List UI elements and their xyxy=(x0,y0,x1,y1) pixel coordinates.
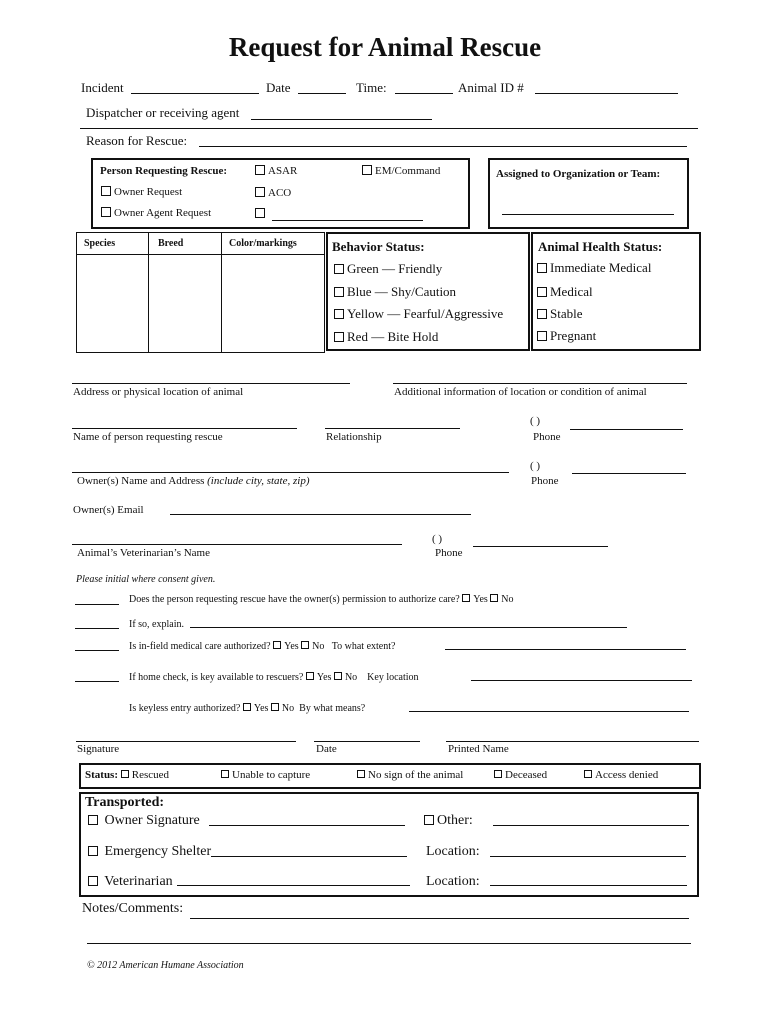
option-label: EM/Command xyxy=(375,165,441,177)
date-field[interactable] xyxy=(298,93,346,94)
owner-email-field[interactable] xyxy=(170,514,471,515)
area-code-parens: ( ) xyxy=(530,415,541,427)
status-label-text: Status: xyxy=(85,769,119,781)
checkbox-yes[interactable] xyxy=(243,703,251,711)
checkbox[interactable] xyxy=(121,770,129,778)
requester-name-field[interactable] xyxy=(72,428,297,429)
owner-email-label: Owner(s) Email xyxy=(73,504,144,516)
yes-label: Yes xyxy=(253,703,269,714)
option-aco[interactable] xyxy=(255,187,291,199)
incident-field[interactable] xyxy=(131,93,259,94)
health-immediate[interactable] xyxy=(537,260,651,276)
health-medical[interactable] xyxy=(537,284,593,300)
other-requester-field[interactable] xyxy=(272,220,423,221)
date-label: Date xyxy=(266,80,291,95)
owner-signature-field[interactable] xyxy=(209,825,405,826)
checkbox[interactable] xyxy=(101,207,111,217)
checkbox-no[interactable] xyxy=(271,703,279,711)
status-label xyxy=(85,769,169,781)
behavior-blue[interactable] xyxy=(334,284,456,300)
option-owner-agent[interactable] xyxy=(101,207,211,219)
vet-location-field[interactable] xyxy=(490,885,687,886)
checkbox[interactable] xyxy=(88,876,98,886)
option-owner-request[interactable] xyxy=(101,186,182,198)
animal-id-label: Animal ID # xyxy=(458,80,524,95)
assigned-label: Assigned to Organization or Team: xyxy=(496,168,661,180)
option-label: ACO xyxy=(268,187,292,199)
initial-field-1[interactable] xyxy=(75,604,119,605)
assigned-field[interactable] xyxy=(502,214,674,215)
option-label: Medical xyxy=(550,284,593,299)
species-column[interactable] xyxy=(77,233,149,352)
transport-vet[interactable] xyxy=(88,874,173,890)
color-column[interactable] xyxy=(222,233,324,352)
health-stable[interactable] xyxy=(537,306,583,322)
signature-field[interactable] xyxy=(76,741,296,742)
checkbox[interactable] xyxy=(537,263,547,273)
incident-label: Incident xyxy=(81,80,124,95)
option-asar[interactable] xyxy=(255,165,297,177)
checkbox-yes[interactable] xyxy=(462,594,470,602)
checkbox-no[interactable] xyxy=(490,594,498,602)
consent-q5 xyxy=(129,703,365,714)
option-label: Yellow — Fearful/Aggressive xyxy=(347,306,504,321)
sig-date-field[interactable] xyxy=(314,741,420,742)
page-title: Request for Animal Rescue xyxy=(228,32,542,62)
consent-instruction: Please initial where consent given. xyxy=(76,574,216,585)
means-field[interactable] xyxy=(409,711,689,712)
color-header: Color/markings xyxy=(229,238,297,249)
initial-field-4[interactable] xyxy=(75,681,119,682)
checkbox[interactable] xyxy=(334,287,344,297)
address-field[interactable] xyxy=(72,383,350,384)
option-label: Deceased xyxy=(505,769,548,781)
requester-label: Person Requesting Rescue: xyxy=(100,165,228,177)
extent-text: To what extent? xyxy=(331,641,396,652)
behavior-label: Behavior Status: xyxy=(332,239,425,254)
initial-field-3[interactable] xyxy=(75,650,119,651)
health-label: Animal Health Status: xyxy=(538,239,663,254)
owner-phone-field[interactable] xyxy=(572,473,686,474)
consent-q2: If so, explain. xyxy=(129,619,184,630)
checkbox[interactable] xyxy=(88,815,98,825)
divider-top xyxy=(80,128,698,129)
shelter-field[interactable] xyxy=(211,856,407,857)
option-other[interactable] xyxy=(255,208,268,220)
no-label: No xyxy=(501,594,514,605)
checkbox-no[interactable] xyxy=(334,672,342,680)
vet-phone-field[interactable] xyxy=(473,546,608,547)
option-label: Red — Bite Hold xyxy=(347,329,439,344)
means-text: By what means? xyxy=(299,703,366,714)
option-label: Emergency Shelter xyxy=(104,844,212,859)
checkbox[interactable] xyxy=(537,309,547,319)
checkbox[interactable] xyxy=(334,309,344,319)
option-label: Green — Friendly xyxy=(347,261,443,276)
phone-label: Phone xyxy=(533,431,561,443)
notes-field-2[interactable] xyxy=(87,943,691,944)
status-deceased[interactable] xyxy=(494,769,547,781)
owner-name-field[interactable] xyxy=(72,472,509,473)
option-label: Stable xyxy=(550,306,583,321)
time-field[interactable] xyxy=(395,93,453,94)
option-label: ASAR xyxy=(268,165,298,177)
status-option-rescued[interactable]: Rescued xyxy=(131,769,170,781)
consent-q4 xyxy=(129,672,419,683)
checkbox-yes[interactable] xyxy=(306,672,314,680)
option-label: Unable to capture xyxy=(232,769,311,781)
vet-transport-field[interactable] xyxy=(177,885,410,886)
owner-name-note: (include city, state, zip) xyxy=(207,475,310,487)
status-access-denied[interactable] xyxy=(584,769,658,781)
behavior-red[interactable] xyxy=(334,329,438,345)
animal-table xyxy=(76,232,325,353)
option-label: Blue — Shy/Caution xyxy=(347,284,457,299)
reason-label: Reason for Rescue: xyxy=(86,133,188,148)
requester-name-label: Name of person requesting rescue xyxy=(73,431,223,443)
dispatcher-field[interactable] xyxy=(251,119,432,120)
address-label: Address or physical location of animal xyxy=(73,386,244,398)
additional-info-field[interactable] xyxy=(393,383,687,384)
consent-q1 xyxy=(129,594,514,605)
reason-field[interactable] xyxy=(199,146,687,147)
vet-location-label: Location: xyxy=(426,874,480,889)
transport-shelter[interactable] xyxy=(88,844,211,860)
checkbox-yes[interactable] xyxy=(273,641,281,649)
checkbox[interactable] xyxy=(584,770,592,778)
transported-label: Transported: xyxy=(85,795,165,810)
additional-info-label: Additional information of location or condition of animal xyxy=(394,386,647,398)
question-text: Does the person requesting rescue have the owner(s) permission to authorize care? xyxy=(129,594,460,605)
breed-column[interactable] xyxy=(149,233,222,352)
yes-label: Yes xyxy=(316,672,332,683)
owner-name-label xyxy=(77,475,309,487)
question-text: If home check, is key available to rescuers? xyxy=(129,672,304,683)
option-em-command[interactable] xyxy=(362,165,440,177)
explain-field[interactable] xyxy=(190,627,627,628)
no-label: No xyxy=(312,641,325,652)
area-code-parens: ( ) xyxy=(432,533,443,545)
table-header-divider xyxy=(77,254,324,255)
consent-q3 xyxy=(129,641,395,652)
dispatcher-label: Dispatcher or receiving agent xyxy=(86,105,240,120)
printed-name-field[interactable] xyxy=(446,741,699,742)
signature-label: Signature xyxy=(77,743,120,755)
animal-id-field[interactable] xyxy=(535,93,678,94)
initial-field-2[interactable] xyxy=(75,628,119,629)
checkbox[interactable] xyxy=(357,770,365,778)
relationship-field[interactable] xyxy=(325,428,460,429)
yes-label: Yes xyxy=(473,594,488,605)
checkbox[interactable] xyxy=(221,770,229,778)
checkbox-no[interactable] xyxy=(301,641,309,649)
key-location-text: Key location xyxy=(367,672,419,683)
printed-name-label: Printed Name xyxy=(448,743,509,755)
key-location-field[interactable] xyxy=(471,680,692,681)
checkbox[interactable] xyxy=(255,187,265,197)
sig-date-label: Date xyxy=(316,743,337,755)
relationship-label: Relationship xyxy=(326,431,382,443)
no-label: No xyxy=(281,703,295,714)
species-header: Species xyxy=(84,238,116,249)
no-label: No xyxy=(344,672,358,683)
vet-name-label: Animal’s Veterinarian’s Name xyxy=(77,547,210,559)
shelter-location-field[interactable] xyxy=(490,856,686,857)
yes-label: Yes xyxy=(284,641,299,652)
checkbox[interactable] xyxy=(334,264,344,274)
shelter-location-label: Location: xyxy=(426,844,480,859)
health-pregnant[interactable] xyxy=(537,328,596,344)
behavior-yellow[interactable] xyxy=(334,306,503,322)
option-label: Owner Signature xyxy=(104,813,200,828)
other-field[interactable] xyxy=(493,825,689,826)
phone-label: Phone xyxy=(435,547,463,559)
phone-label: Phone xyxy=(531,475,559,487)
behavior-green[interactable] xyxy=(334,261,442,277)
option-label: No sign of the animal xyxy=(368,769,464,781)
option-label: Owner Request xyxy=(114,186,183,198)
option-label: Other: xyxy=(437,813,473,828)
checkbox[interactable] xyxy=(255,208,265,218)
transport-owner[interactable] xyxy=(88,813,200,829)
requester-phone-field[interactable] xyxy=(570,429,683,430)
notes-field-1[interactable] xyxy=(190,918,689,919)
checkbox[interactable] xyxy=(88,846,98,856)
question-text: Is in-field medical care authorized? xyxy=(129,641,271,652)
checkbox[interactable] xyxy=(255,165,265,175)
option-label: Access denied xyxy=(595,769,659,781)
option-label: Immediate Medical xyxy=(550,260,652,275)
checkbox[interactable] xyxy=(362,165,372,175)
checkbox[interactable] xyxy=(334,332,344,342)
transport-other[interactable] xyxy=(424,813,473,829)
status-unable[interactable] xyxy=(221,769,310,781)
option-label: Veterinarian xyxy=(104,874,173,889)
checkbox[interactable] xyxy=(101,186,111,196)
checkbox[interactable] xyxy=(537,287,547,297)
checkbox[interactable] xyxy=(424,815,434,825)
owner-name-text: Owner(s) Name and Address xyxy=(77,475,205,487)
checkbox[interactable] xyxy=(494,770,502,778)
time-label: Time: xyxy=(356,80,387,95)
extent-field[interactable] xyxy=(445,649,686,650)
area-code-parens: ( ) xyxy=(530,460,541,472)
option-label: Pregnant xyxy=(550,328,597,343)
status-no-sign[interactable] xyxy=(357,769,463,781)
question-text: Is keyless entry authorized? xyxy=(129,703,241,714)
option-label: Owner Agent Request xyxy=(114,207,212,219)
breed-header: Breed xyxy=(158,238,184,249)
checkbox[interactable] xyxy=(537,331,547,341)
vet-name-field[interactable] xyxy=(72,544,402,545)
copyright-footer: © 2012 American Humane Association xyxy=(87,960,244,971)
notes-label: Notes/Comments: xyxy=(82,901,184,916)
